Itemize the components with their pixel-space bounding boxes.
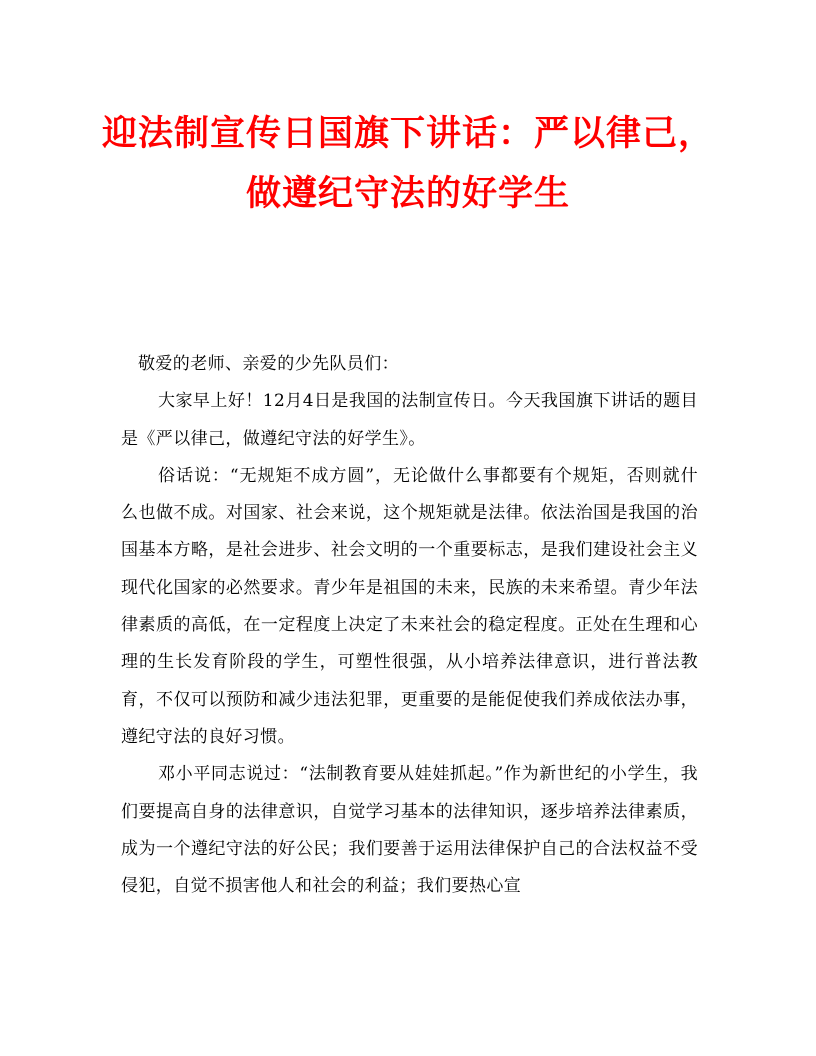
paragraph-deng-xiaoping-quote: 邓小平同志说过：“法制教育要从娃娃抓起。”作为新世纪的小学生，我们要提高自身的法律意识，自觉学习基本的法律知识，逐步培养法律素质，成为一个遵纪守法的好公民；我们要善于运用法律保护自己的合法权益不受侵犯，自觉不损害他人和社会的利益；我们要热心宣 — [121, 764, 698, 897]
document-title — [100, 104, 716, 224]
paragraph-greeting: 大家早上好！12月4日是我国的法制宣传日。今天我国旗下讲话的题目是《严以律己，做遵纪守法的好学生》。 — [121, 391, 698, 449]
title-line-1: 迎法制宣传日国旗下讲话：严以律己， — [101, 113, 714, 154]
paragraph-rules-and-law: 俗话说：“无规矩不成方圆”，无论做什么事都要有个规矩，否则就什么也做不成。对国家、社会来说，这个规矩就是法律。依法治国是我国的治国基本方略，是社会进步、社会文明的一个重要标志，是我们建设社会主义现代化国家的必然要求。青少年是祖国的未来，民族的未来希望。青少年法律素质的高低，在一定程度上决定了未来社会的稳定程度。正处在生理和心理的生长发育阶段的学生，可塑性很强，从小培养法律意识，进行普法教育，不仅可以预防和减少违法犯罪，更重要的是能促使我们养成依法办事，遵纪守法的良好习惯。 — [121, 465, 698, 747]
title-line-2: 做遵纪守法的好学生 — [245, 173, 570, 214]
document-body — [121, 346, 698, 905]
salutation: 敬爱的老师、亲爱的少先队员们： — [138, 354, 399, 374]
